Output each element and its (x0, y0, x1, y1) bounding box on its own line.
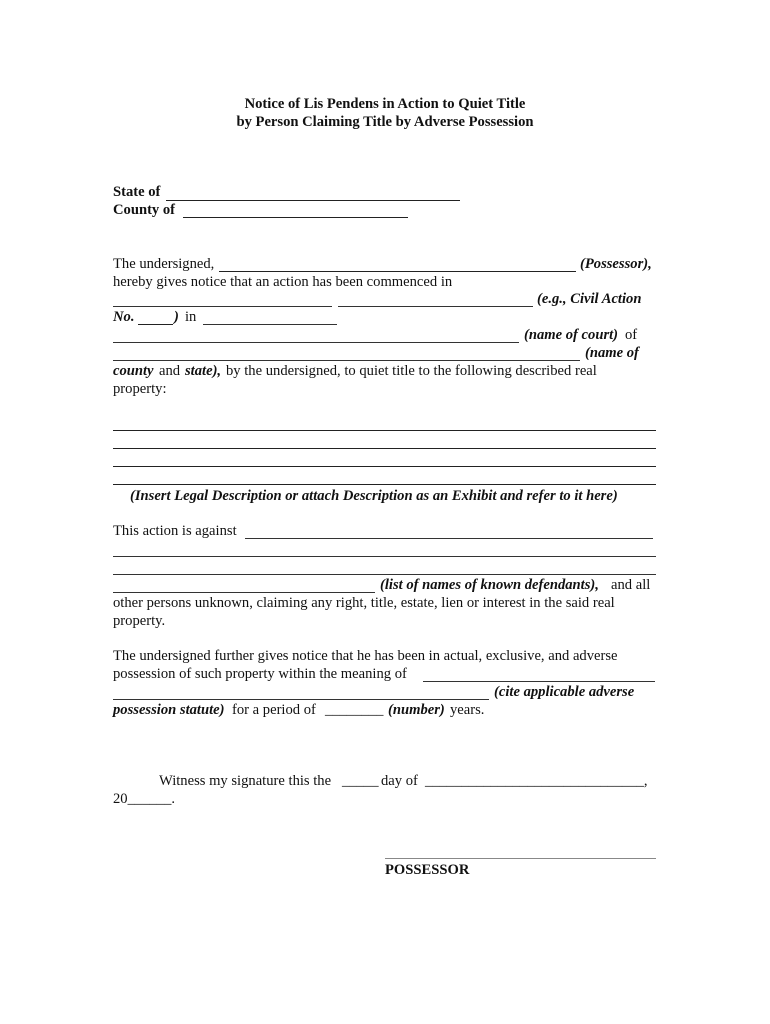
legal-description-line-2[interactable] (113, 448, 656, 449)
within-meaning-text: possession of such property within the meaning of (113, 666, 407, 682)
state-close: state), (185, 363, 222, 379)
legal-description-line-3[interactable] (113, 466, 656, 467)
list-defendants-label: (list of names of known defendants), (380, 577, 599, 593)
action-against-text: This action is against (113, 523, 237, 539)
possession-statute-label: possession statute) (113, 702, 225, 718)
statute-line-1[interactable] (423, 681, 655, 682)
in-word: in (185, 309, 197, 325)
possessor-label: (Possessor), (580, 256, 652, 272)
defendants-line-4[interactable] (113, 592, 375, 593)
for-period-text: for a period of (232, 702, 316, 718)
signature-line[interactable] (385, 858, 656, 859)
name-of-label: (name of (585, 345, 639, 361)
legal-description-note: (Insert Legal Description or attach Description as an Exhibit and refer to it here) (130, 488, 618, 504)
property-label: property: (113, 381, 167, 397)
county-word: county (113, 363, 154, 379)
civil-action-label: (e.g., Civil Action (537, 291, 642, 307)
quiet-title-text: by the undersigned, to quiet title to the following described real (226, 363, 597, 379)
adverse-possession-text: The undersigned further gives notice that he has been in actual, exclusive, and adverse (113, 648, 618, 664)
gives-notice-text: hereby gives notice that an action has been commenced in (113, 274, 453, 290)
defendants-line-3[interactable] (113, 574, 656, 575)
no-label: No. (113, 309, 135, 325)
property-end-text: property. (113, 613, 166, 629)
county-label: County of (113, 202, 176, 218)
period-blank[interactable]: ________ (325, 702, 384, 718)
name-of-court-label: (name of court) (524, 327, 619, 343)
in-blank-line[interactable] (203, 324, 337, 325)
court-blank-line-2[interactable] (338, 306, 533, 307)
legal-description-line-4[interactable] (113, 484, 656, 485)
day-of-text: day of (381, 773, 418, 789)
state-label: State of (113, 184, 161, 200)
cite-statute-label: (cite applicable adverse (494, 684, 635, 700)
court-name-line[interactable] (113, 342, 519, 343)
court-blank-line-1[interactable] (113, 306, 332, 307)
county-state-line[interactable] (113, 360, 580, 361)
and-word: and (159, 363, 181, 379)
undersigned-text: The undersigned, (113, 256, 215, 272)
state-field-line[interactable] (166, 200, 460, 201)
day-blank[interactable]: _____ (342, 773, 379, 789)
years-text: years. (450, 702, 485, 718)
county-field-line[interactable] (183, 217, 408, 218)
action-number-line[interactable] (138, 324, 173, 325)
possessor-signature-label: POSSESSOR (385, 862, 470, 878)
statute-line-2[interactable] (113, 699, 489, 700)
and-all-text: and all (611, 577, 651, 593)
month-blank[interactable]: ______________________________, (425, 773, 648, 789)
possessor-name-line[interactable] (219, 271, 576, 272)
no-close: ) (174, 309, 179, 325)
number-label: (number) (388, 702, 445, 718)
other-persons-text: other persons unknown, claiming any right, title, estate, lien or interest in the said real (113, 595, 615, 611)
of-word: of (625, 327, 638, 343)
defendants-line-1[interactable] (245, 538, 653, 539)
document-title-line-1: Notice of Lis Pendens in Action to Quiet Title (244, 96, 526, 112)
witness-text: Witness my signature this the (159, 773, 332, 789)
legal-description-line-1[interactable] (113, 430, 656, 431)
defendants-line-2[interactable] (113, 556, 656, 557)
year-blank[interactable]: 20______. (113, 791, 176, 807)
document-title-line-2: by Person Claiming Title by Adverse Possession (236, 114, 534, 130)
